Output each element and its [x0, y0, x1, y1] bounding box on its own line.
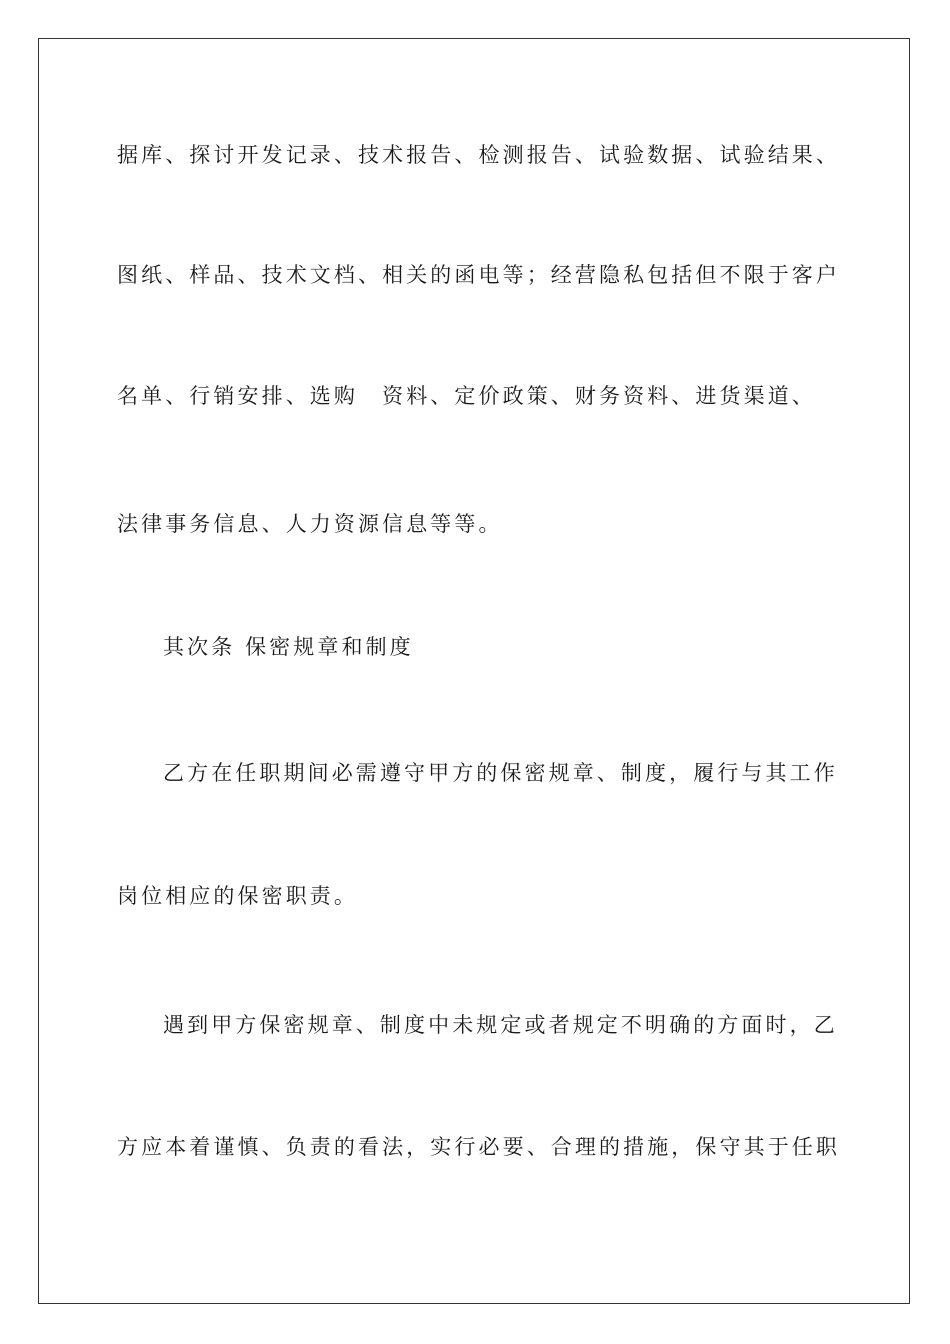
paragraph-line: 据库、探讨开发记录、技术报告、检测报告、试验数据、试验结果、	[117, 143, 840, 167]
paragraph-line: 遇到甲方保密规章、制度中未规定或者规定不明确的方面时，乙	[163, 1013, 838, 1037]
section-heading: 其次条 保密规章和制度	[163, 635, 414, 659]
paragraph-line: 图纸、样品、技术文档、相关的函电等；经营隐私包括但不限于客户	[117, 263, 840, 287]
paragraph-line: 岗位相应的保密职责。	[117, 884, 358, 908]
paragraph-line: 乙方在任职期间必需遵守甲方的保密规章、制度，履行与其工作	[163, 761, 838, 785]
page-border	[38, 38, 910, 1304]
paragraph-line: 名单、行销安排、选购 资料、定价政策、财务资料、进货渠道、	[117, 384, 816, 408]
paragraph-line: 法律事务信息、人力资源信息等等。	[117, 512, 503, 536]
paragraph-line: 方应本着谨慎、负责的看法，实行必要、合理的措施，保守其于任职	[117, 1135, 840, 1159]
